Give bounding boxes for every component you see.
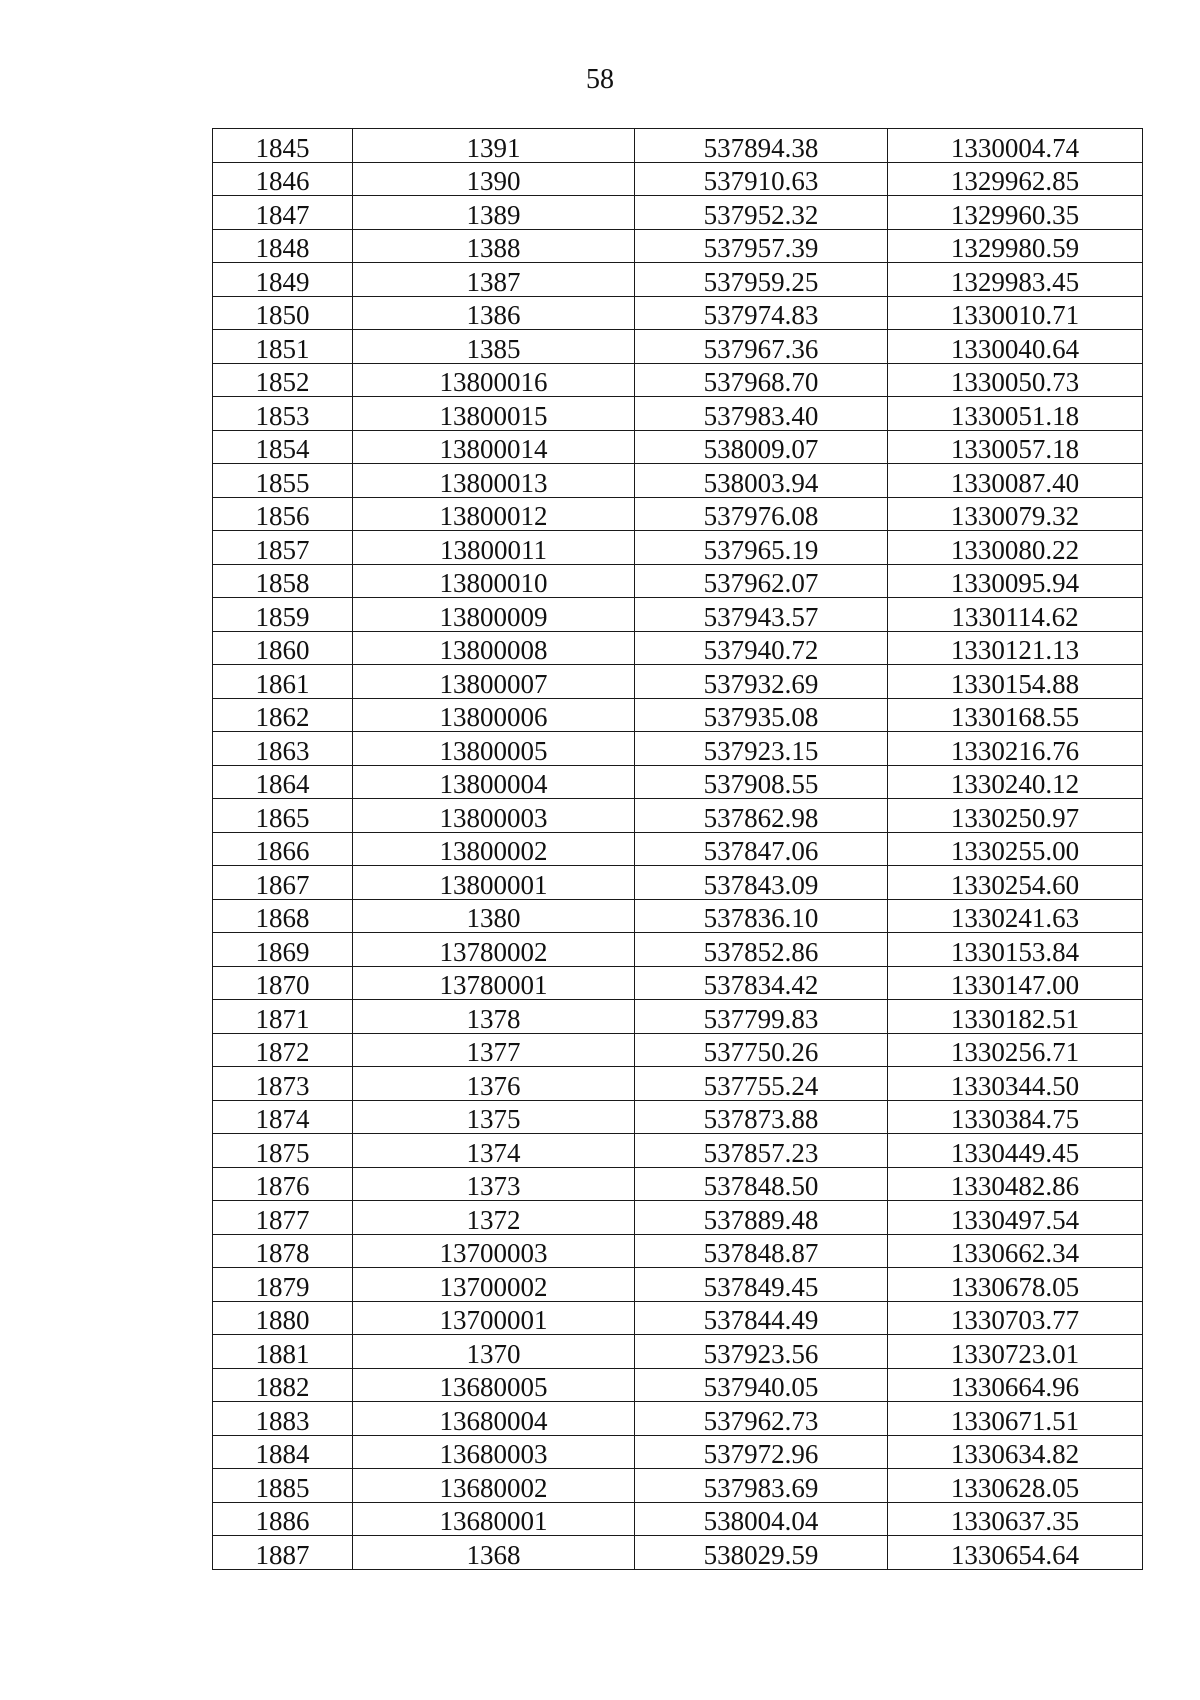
- table-row: [213, 397, 1143, 431]
- point-id-cell: 13800001: [353, 866, 635, 900]
- table-row: [213, 162, 1143, 196]
- point-id-cell: 13680005: [353, 1368, 635, 1402]
- x-coordinate-cell: 537935.08: [635, 698, 888, 732]
- point-number-cell: 1846: [213, 162, 353, 196]
- point-id-cell: 1370: [353, 1335, 635, 1369]
- table-row: [213, 531, 1143, 565]
- x-coordinate-cell: 537967.36: [635, 330, 888, 364]
- table-row: [213, 598, 1143, 632]
- table-row: [213, 1435, 1143, 1469]
- x-coordinate-cell: 537932.69: [635, 665, 888, 699]
- y-coordinate-cell: 1330168.55: [888, 698, 1143, 732]
- y-coordinate-cell: 1330004.74: [888, 129, 1143, 163]
- point-number-cell: 1850: [213, 296, 353, 330]
- y-coordinate-cell: 1330087.40: [888, 464, 1143, 498]
- y-coordinate-cell: 1330678.05: [888, 1268, 1143, 1302]
- point-number-cell: 1867: [213, 866, 353, 900]
- x-coordinate-cell: 537910.63: [635, 162, 888, 196]
- point-number-cell: 1854: [213, 430, 353, 464]
- point-number-cell: 1885: [213, 1469, 353, 1503]
- point-number-cell: 1860: [213, 631, 353, 665]
- point-id-cell: 1377: [353, 1033, 635, 1067]
- page-number: 58: [586, 64, 614, 95]
- x-coordinate-cell: 537923.15: [635, 732, 888, 766]
- y-coordinate-cell: 1330628.05: [888, 1469, 1143, 1503]
- table-row: [213, 665, 1143, 699]
- x-coordinate-cell: 537848.50: [635, 1167, 888, 1201]
- x-coordinate-cell: 538009.07: [635, 430, 888, 464]
- y-coordinate-cell: 1330050.73: [888, 363, 1143, 397]
- point-id-cell: 13800016: [353, 363, 635, 397]
- y-coordinate-cell: 1330216.76: [888, 732, 1143, 766]
- y-coordinate-cell: 1330182.51: [888, 1000, 1143, 1034]
- table-row: [213, 296, 1143, 330]
- point-number-cell: 1865: [213, 799, 353, 833]
- table-row: [213, 1033, 1143, 1067]
- point-number-cell: 1857: [213, 531, 353, 565]
- point-number-cell: 1868: [213, 899, 353, 933]
- y-coordinate-cell: 1330241.63: [888, 899, 1143, 933]
- point-id-cell: 13800003: [353, 799, 635, 833]
- x-coordinate-cell: 537836.10: [635, 899, 888, 933]
- x-coordinate-cell: 537857.23: [635, 1134, 888, 1168]
- point-id-cell: 13800002: [353, 832, 635, 866]
- y-coordinate-cell: 1329960.35: [888, 196, 1143, 230]
- y-coordinate-cell: 1330497.54: [888, 1201, 1143, 1235]
- x-coordinate-cell: 538004.04: [635, 1502, 888, 1536]
- table-row: [213, 1000, 1143, 1034]
- table-row: [213, 631, 1143, 665]
- point-id-cell: 13780001: [353, 966, 635, 1000]
- x-coordinate-cell: 537962.73: [635, 1402, 888, 1436]
- point-number-cell: 1872: [213, 1033, 353, 1067]
- x-coordinate-cell: 537862.98: [635, 799, 888, 833]
- point-id-cell: 13800015: [353, 397, 635, 431]
- point-number-cell: 1884: [213, 1435, 353, 1469]
- table-row: [213, 832, 1143, 866]
- point-id-cell: 1389: [353, 196, 635, 230]
- x-coordinate-cell: 537889.48: [635, 1201, 888, 1235]
- point-id-cell: 13700003: [353, 1234, 635, 1268]
- point-id-cell: 13680003: [353, 1435, 635, 1469]
- point-number-cell: 1866: [213, 832, 353, 866]
- table-row: [213, 363, 1143, 397]
- table-row: [213, 1201, 1143, 1235]
- point-id-cell: 13700002: [353, 1268, 635, 1302]
- point-id-cell: 13680002: [353, 1469, 635, 1503]
- point-id-cell: 13800012: [353, 497, 635, 531]
- x-coordinate-cell: 537957.39: [635, 229, 888, 263]
- y-coordinate-cell: 1330662.34: [888, 1234, 1143, 1268]
- y-coordinate-cell: 1330634.82: [888, 1435, 1143, 1469]
- point-number-cell: 1877: [213, 1201, 353, 1235]
- x-coordinate-cell: 537940.72: [635, 631, 888, 665]
- point-id-cell: 1387: [353, 263, 635, 297]
- point-number-cell: 1855: [213, 464, 353, 498]
- table-row: [213, 1100, 1143, 1134]
- point-number-cell: 1882: [213, 1368, 353, 1402]
- y-coordinate-cell: 1330080.22: [888, 531, 1143, 565]
- x-coordinate-cell: 538029.59: [635, 1536, 888, 1570]
- point-number-cell: 1847: [213, 196, 353, 230]
- y-coordinate-cell: 1330664.96: [888, 1368, 1143, 1402]
- y-coordinate-cell: 1330723.01: [888, 1335, 1143, 1369]
- x-coordinate-cell: 537843.09: [635, 866, 888, 900]
- x-coordinate-cell: 537849.45: [635, 1268, 888, 1302]
- point-id-cell: 13800009: [353, 598, 635, 632]
- y-coordinate-cell: 1330240.12: [888, 765, 1143, 799]
- x-coordinate-cell: 537962.07: [635, 564, 888, 598]
- x-coordinate-cell: 537976.08: [635, 497, 888, 531]
- point-id-cell: 1388: [353, 229, 635, 263]
- y-coordinate-cell: 1330344.50: [888, 1067, 1143, 1101]
- point-number-cell: 1876: [213, 1167, 353, 1201]
- x-coordinate-cell: 537959.25: [635, 263, 888, 297]
- y-coordinate-cell: 1330703.77: [888, 1301, 1143, 1335]
- table-row: [213, 1335, 1143, 1369]
- x-coordinate-cell: 537908.55: [635, 765, 888, 799]
- point-number-cell: 1849: [213, 263, 353, 297]
- x-coordinate-cell: 537923.56: [635, 1335, 888, 1369]
- table-row: [213, 732, 1143, 766]
- point-id-cell: 1390: [353, 162, 635, 196]
- point-number-cell: 1853: [213, 397, 353, 431]
- x-coordinate-cell: 537750.26: [635, 1033, 888, 1067]
- point-id-cell: 1380: [353, 899, 635, 933]
- coordinates-table: [212, 128, 1143, 1570]
- table-row: [213, 765, 1143, 799]
- x-coordinate-cell: 537894.38: [635, 129, 888, 163]
- x-coordinate-cell: 537974.83: [635, 296, 888, 330]
- point-number-cell: 1859: [213, 598, 353, 632]
- x-coordinate-cell: 537848.87: [635, 1234, 888, 1268]
- point-id-cell: 13800014: [353, 430, 635, 464]
- point-number-cell: 1875: [213, 1134, 353, 1168]
- point-id-cell: 13800004: [353, 765, 635, 799]
- x-coordinate-cell: 537983.40: [635, 397, 888, 431]
- point-id-cell: 1368: [353, 1536, 635, 1570]
- y-coordinate-cell: 1330255.00: [888, 832, 1143, 866]
- point-number-cell: 1861: [213, 665, 353, 699]
- point-id-cell: 1373: [353, 1167, 635, 1201]
- point-id-cell: 1386: [353, 296, 635, 330]
- table-body: [213, 129, 1143, 1570]
- point-number-cell: 1878: [213, 1234, 353, 1268]
- x-coordinate-cell: 537852.86: [635, 933, 888, 967]
- point-id-cell: 1376: [353, 1067, 635, 1101]
- y-coordinate-cell: 1330384.75: [888, 1100, 1143, 1134]
- y-coordinate-cell: 1330095.94: [888, 564, 1143, 598]
- table-row: [213, 430, 1143, 464]
- y-coordinate-cell: 1330147.00: [888, 966, 1143, 1000]
- point-number-cell: 1863: [213, 732, 353, 766]
- table-row: [213, 698, 1143, 732]
- point-number-cell: 1848: [213, 229, 353, 263]
- table-row: [213, 1301, 1143, 1335]
- y-coordinate-cell: 1330482.86: [888, 1167, 1143, 1201]
- point-number-cell: 1870: [213, 966, 353, 1000]
- table-row: [213, 799, 1143, 833]
- point-number-cell: 1864: [213, 765, 353, 799]
- point-number-cell: 1862: [213, 698, 353, 732]
- point-number-cell: 1886: [213, 1502, 353, 1536]
- y-coordinate-cell: 1330040.64: [888, 330, 1143, 364]
- x-coordinate-cell: 537799.83: [635, 1000, 888, 1034]
- point-number-cell: 1858: [213, 564, 353, 598]
- y-coordinate-cell: 1330010.71: [888, 296, 1143, 330]
- table-row: [213, 1067, 1143, 1101]
- point-id-cell: 13800011: [353, 531, 635, 565]
- y-coordinate-cell: 1330121.13: [888, 631, 1143, 665]
- point-id-cell: 1378: [353, 1000, 635, 1034]
- point-number-cell: 1871: [213, 1000, 353, 1034]
- x-coordinate-cell: 537873.88: [635, 1100, 888, 1134]
- y-coordinate-cell: 1330057.18: [888, 430, 1143, 464]
- table-row: [213, 129, 1143, 163]
- table-row: [213, 1234, 1143, 1268]
- point-number-cell: 1845: [213, 129, 353, 163]
- point-id-cell: 13680001: [353, 1502, 635, 1536]
- y-coordinate-cell: 1330154.88: [888, 665, 1143, 699]
- y-coordinate-cell: 1330256.71: [888, 1033, 1143, 1067]
- y-coordinate-cell: 1330449.45: [888, 1134, 1143, 1168]
- point-number-cell: 1881: [213, 1335, 353, 1369]
- y-coordinate-cell: 1330250.97: [888, 799, 1143, 833]
- table-row: [213, 899, 1143, 933]
- x-coordinate-cell: 537965.19: [635, 531, 888, 565]
- y-coordinate-cell: 1330654.64: [888, 1536, 1143, 1570]
- y-coordinate-cell: 1330051.18: [888, 397, 1143, 431]
- table-row: [213, 1167, 1143, 1201]
- point-number-cell: 1873: [213, 1067, 353, 1101]
- point-number-cell: 1880: [213, 1301, 353, 1335]
- table-row: [213, 330, 1143, 364]
- table-row: [213, 263, 1143, 297]
- x-coordinate-cell: 538003.94: [635, 464, 888, 498]
- point-id-cell: 1391: [353, 129, 635, 163]
- y-coordinate-cell: 1329962.85: [888, 162, 1143, 196]
- y-coordinate-cell: 1330671.51: [888, 1402, 1143, 1436]
- point-id-cell: 1374: [353, 1134, 635, 1168]
- x-coordinate-cell: 537847.06: [635, 832, 888, 866]
- table-row: [213, 1134, 1143, 1168]
- table-row: [213, 464, 1143, 498]
- point-id-cell: 13700001: [353, 1301, 635, 1335]
- point-number-cell: 1883: [213, 1402, 353, 1436]
- x-coordinate-cell: 537943.57: [635, 598, 888, 632]
- x-coordinate-cell: 537983.69: [635, 1469, 888, 1503]
- point-number-cell: 1852: [213, 363, 353, 397]
- point-number-cell: 1887: [213, 1536, 353, 1570]
- table-row: [213, 1502, 1143, 1536]
- point-id-cell: 13800013: [353, 464, 635, 498]
- point-id-cell: 13800008: [353, 631, 635, 665]
- y-coordinate-cell: 1330079.32: [888, 497, 1143, 531]
- point-id-cell: 1372: [353, 1201, 635, 1235]
- point-id-cell: 13800007: [353, 665, 635, 699]
- table-row: [213, 966, 1143, 1000]
- x-coordinate-cell: 537940.05: [635, 1368, 888, 1402]
- table-row: [213, 1536, 1143, 1570]
- y-coordinate-cell: 1330254.60: [888, 866, 1143, 900]
- table-row: [213, 1469, 1143, 1503]
- table-row: [213, 933, 1143, 967]
- y-coordinate-cell: 1330153.84: [888, 933, 1143, 967]
- y-coordinate-cell: 1330114.62: [888, 598, 1143, 632]
- point-id-cell: 1385: [353, 330, 635, 364]
- table-row: [213, 1368, 1143, 1402]
- table-row: [213, 497, 1143, 531]
- point-id-cell: 13780002: [353, 933, 635, 967]
- x-coordinate-cell: 537968.70: [635, 363, 888, 397]
- point-number-cell: 1874: [213, 1100, 353, 1134]
- y-coordinate-cell: 1330637.35: [888, 1502, 1143, 1536]
- table-row: [213, 1402, 1143, 1436]
- point-id-cell: 13800010: [353, 564, 635, 598]
- point-number-cell: 1869: [213, 933, 353, 967]
- x-coordinate-cell: 537755.24: [635, 1067, 888, 1101]
- x-coordinate-cell: 537952.32: [635, 196, 888, 230]
- table-row: [213, 866, 1143, 900]
- point-id-cell: 13800005: [353, 732, 635, 766]
- point-id-cell: 13800006: [353, 698, 635, 732]
- table-row: [213, 196, 1143, 230]
- y-coordinate-cell: 1329983.45: [888, 263, 1143, 297]
- x-coordinate-cell: 537972.96: [635, 1435, 888, 1469]
- point-number-cell: 1879: [213, 1268, 353, 1302]
- table-row: [213, 564, 1143, 598]
- point-number-cell: 1851: [213, 330, 353, 364]
- x-coordinate-cell: 537844.49: [635, 1301, 888, 1335]
- x-coordinate-cell: 537834.42: [635, 966, 888, 1000]
- point-id-cell: 1375: [353, 1100, 635, 1134]
- table-row: [213, 229, 1143, 263]
- point-number-cell: 1856: [213, 497, 353, 531]
- y-coordinate-cell: 1329980.59: [888, 229, 1143, 263]
- point-id-cell: 13680004: [353, 1402, 635, 1436]
- table-row: [213, 1268, 1143, 1302]
